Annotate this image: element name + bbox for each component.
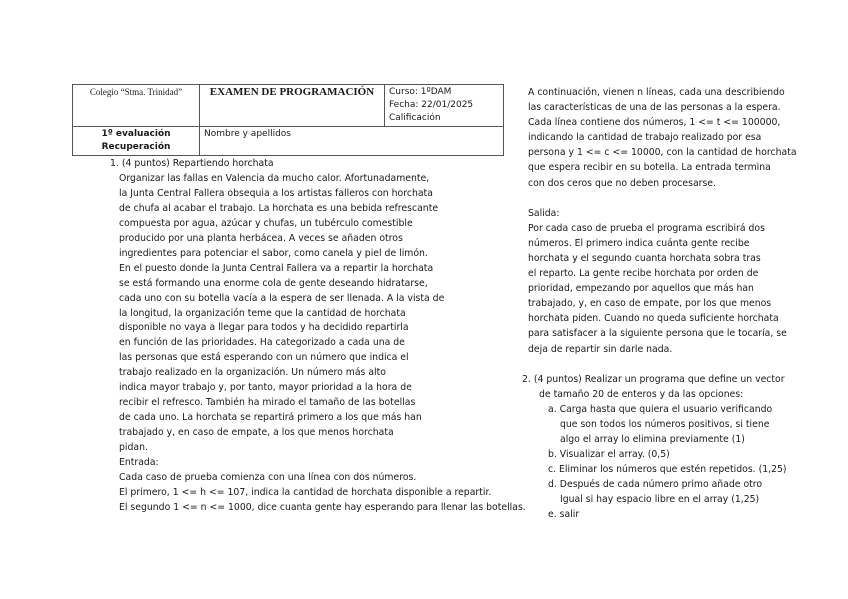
text-line: de cada uno. La horchata se repartirá primero a los que más han: [119, 412, 422, 424]
name-field: Nombre y apellidos: [200, 127, 504, 156]
text-line: que espera recibir en su botella. La entrada termina: [528, 162, 771, 174]
text-line: compuesta por agua, azúcar y chufas, un tubérculo comestible: [119, 217, 413, 229]
text-line: pidan.: [119, 442, 148, 454]
text-line: trabajo realizado en la organización. Un número más alto: [119, 367, 386, 379]
text-line: en función de las prioridades. Ha categorizado a cada una de: [119, 337, 405, 349]
text-line: Cada caso de prueba comienza con una línea con dos números.: [119, 472, 417, 484]
option-a-continued: que son todos los números positivos, si tiene: [560, 418, 770, 430]
course-info-cell: [385, 85, 504, 127]
text-line: recibir el refresco. También ha mirado el tamaño de las botellas: [119, 397, 416, 409]
text-line: En el puesto donde la Junta Central Fallera va a repartir la horchata: [119, 262, 434, 274]
text-line: de chufa al acabar el trabajo. La horchata es una bebida refrescante: [119, 202, 439, 214]
text-line: A continuación, vienen n líneas, cada una describiendo: [528, 87, 785, 98]
text-line: las características de una de las personas a la espera.: [528, 102, 781, 114]
text-line: ingredientes para potenciar el sabor, como canela y piel de limón.: [119, 247, 428, 259]
option-a-continued: algo el array lo elimina previamente (1): [560, 433, 745, 445]
text-line: indicando la cantidad de trabajo realizado por esa: [528, 132, 762, 144]
text-line: deja de repartir sin darle nada.: [528, 343, 673, 355]
option-a: a. Carga hasta que quiera el usuario verificando: [548, 403, 773, 415]
option-d: d. Después de cada número primo añade otro: [548, 479, 763, 491]
course-label: Curso: 1ºDAM: [389, 87, 452, 97]
text-line: la Junta Central Fallera obsequia a los artistas falleros con horchata: [119, 187, 433, 199]
question-1: [106, 157, 526, 516]
question-2-subtitle: de tamaño 20 de enteros y da las opciones:: [539, 388, 744, 400]
exam-title: EXAMEN DE PROGRAMACIÓN: [200, 85, 385, 127]
text-line: disponible no vaya a llegar para todos y ha decidido repartirla: [119, 322, 409, 334]
spacer: [522, 357, 822, 372]
input-section-label: Entrada:: [119, 457, 159, 469]
school-name: Colegio “Stma. Trinidad”: [73, 85, 200, 127]
text-line: se está formando una enorme cola de gente deseando hidratarse,: [119, 277, 428, 289]
text-line: Por cada caso de prueba el programa escribirá dos: [528, 222, 765, 234]
option-e: e. salir: [548, 509, 580, 521]
question-2-title: 2. (4 puntos) Realizar un programa que define un vector: [522, 373, 785, 385]
option-d-continued: Igual si hay espacio libre en el array (1,25): [560, 494, 760, 506]
output-section-label: Salida:: [528, 207, 560, 219]
text-line: El segundo 1 <= n <= 1000, dice cuanta gente hay esperando para llenar las botellas.: [119, 501, 526, 513]
text-line: horchata piden. Cuando no queda suficiente horchata: [528, 313, 779, 325]
text-line: cada uno con su botella vacía a la espera de ser llenada. A la vista de: [119, 292, 445, 304]
exam-header-table: [72, 84, 504, 156]
spacer: [522, 191, 822, 206]
evaluation-cell: [73, 127, 200, 156]
question-1-body: [119, 172, 526, 516]
evaluation-label: 1º evaluación: [101, 129, 171, 139]
right-column: [522, 85, 822, 523]
grade-label: Calificación: [389, 113, 441, 123]
text-line: números. El primero indica cuánta gente recibe: [528, 237, 750, 249]
text-line: trabajado y, en caso de empate, a los que menos horchata: [119, 427, 394, 439]
text-line: horchata y el segundo cuanta horchata sobra tras: [528, 252, 761, 264]
text-line: para satisfacer a la siguiente persona que le tocaría, se: [528, 328, 787, 340]
text-line: prioridad, empezando por aquellos que más han: [528, 283, 754, 295]
text-line: el reparto. La gente recibe horchata por orden de: [528, 268, 759, 280]
text-line: Organizar las fallas en Valencia da mucho calor. Afortunadamente,: [119, 172, 430, 184]
text-line: Cada línea contiene dos números, 1 <= t <= 100000,: [528, 117, 781, 129]
option-c: c. Eliminar los números que estén repetidos. (1,25): [548, 464, 787, 476]
text-line: El primero, 1 <= h <= 107, indica la cantidad de horchata disponible a repartir.: [119, 486, 492, 498]
text-line: con dos ceros que no deben procesarse.: [528, 177, 716, 189]
text-line: indica mayor trabajo y, por tanto, mayor prioridad a la hora de: [119, 382, 412, 394]
option-b: b. Visualizar el array. (0,5): [548, 449, 670, 461]
text-line: persona y 1 <= c <= 10000, con la cantidad de horchata: [528, 147, 797, 159]
recovery-label: Recuperación: [101, 142, 171, 152]
text-line: la longitud, la organización teme que la cantidad de horchata: [119, 307, 406, 319]
text-line: las personas que está esperando con un número que indica el: [119, 352, 409, 364]
text-line: trabajado, y, en caso de empate, por los que menos: [528, 298, 772, 310]
date-label: Fecha: 22/01/2025: [389, 100, 474, 110]
text-line: producido por una planta herbácea. A veces se añaden otros: [119, 232, 403, 244]
question-1-title: 1. (4 puntos) Repartiendo horchata: [110, 158, 274, 169]
